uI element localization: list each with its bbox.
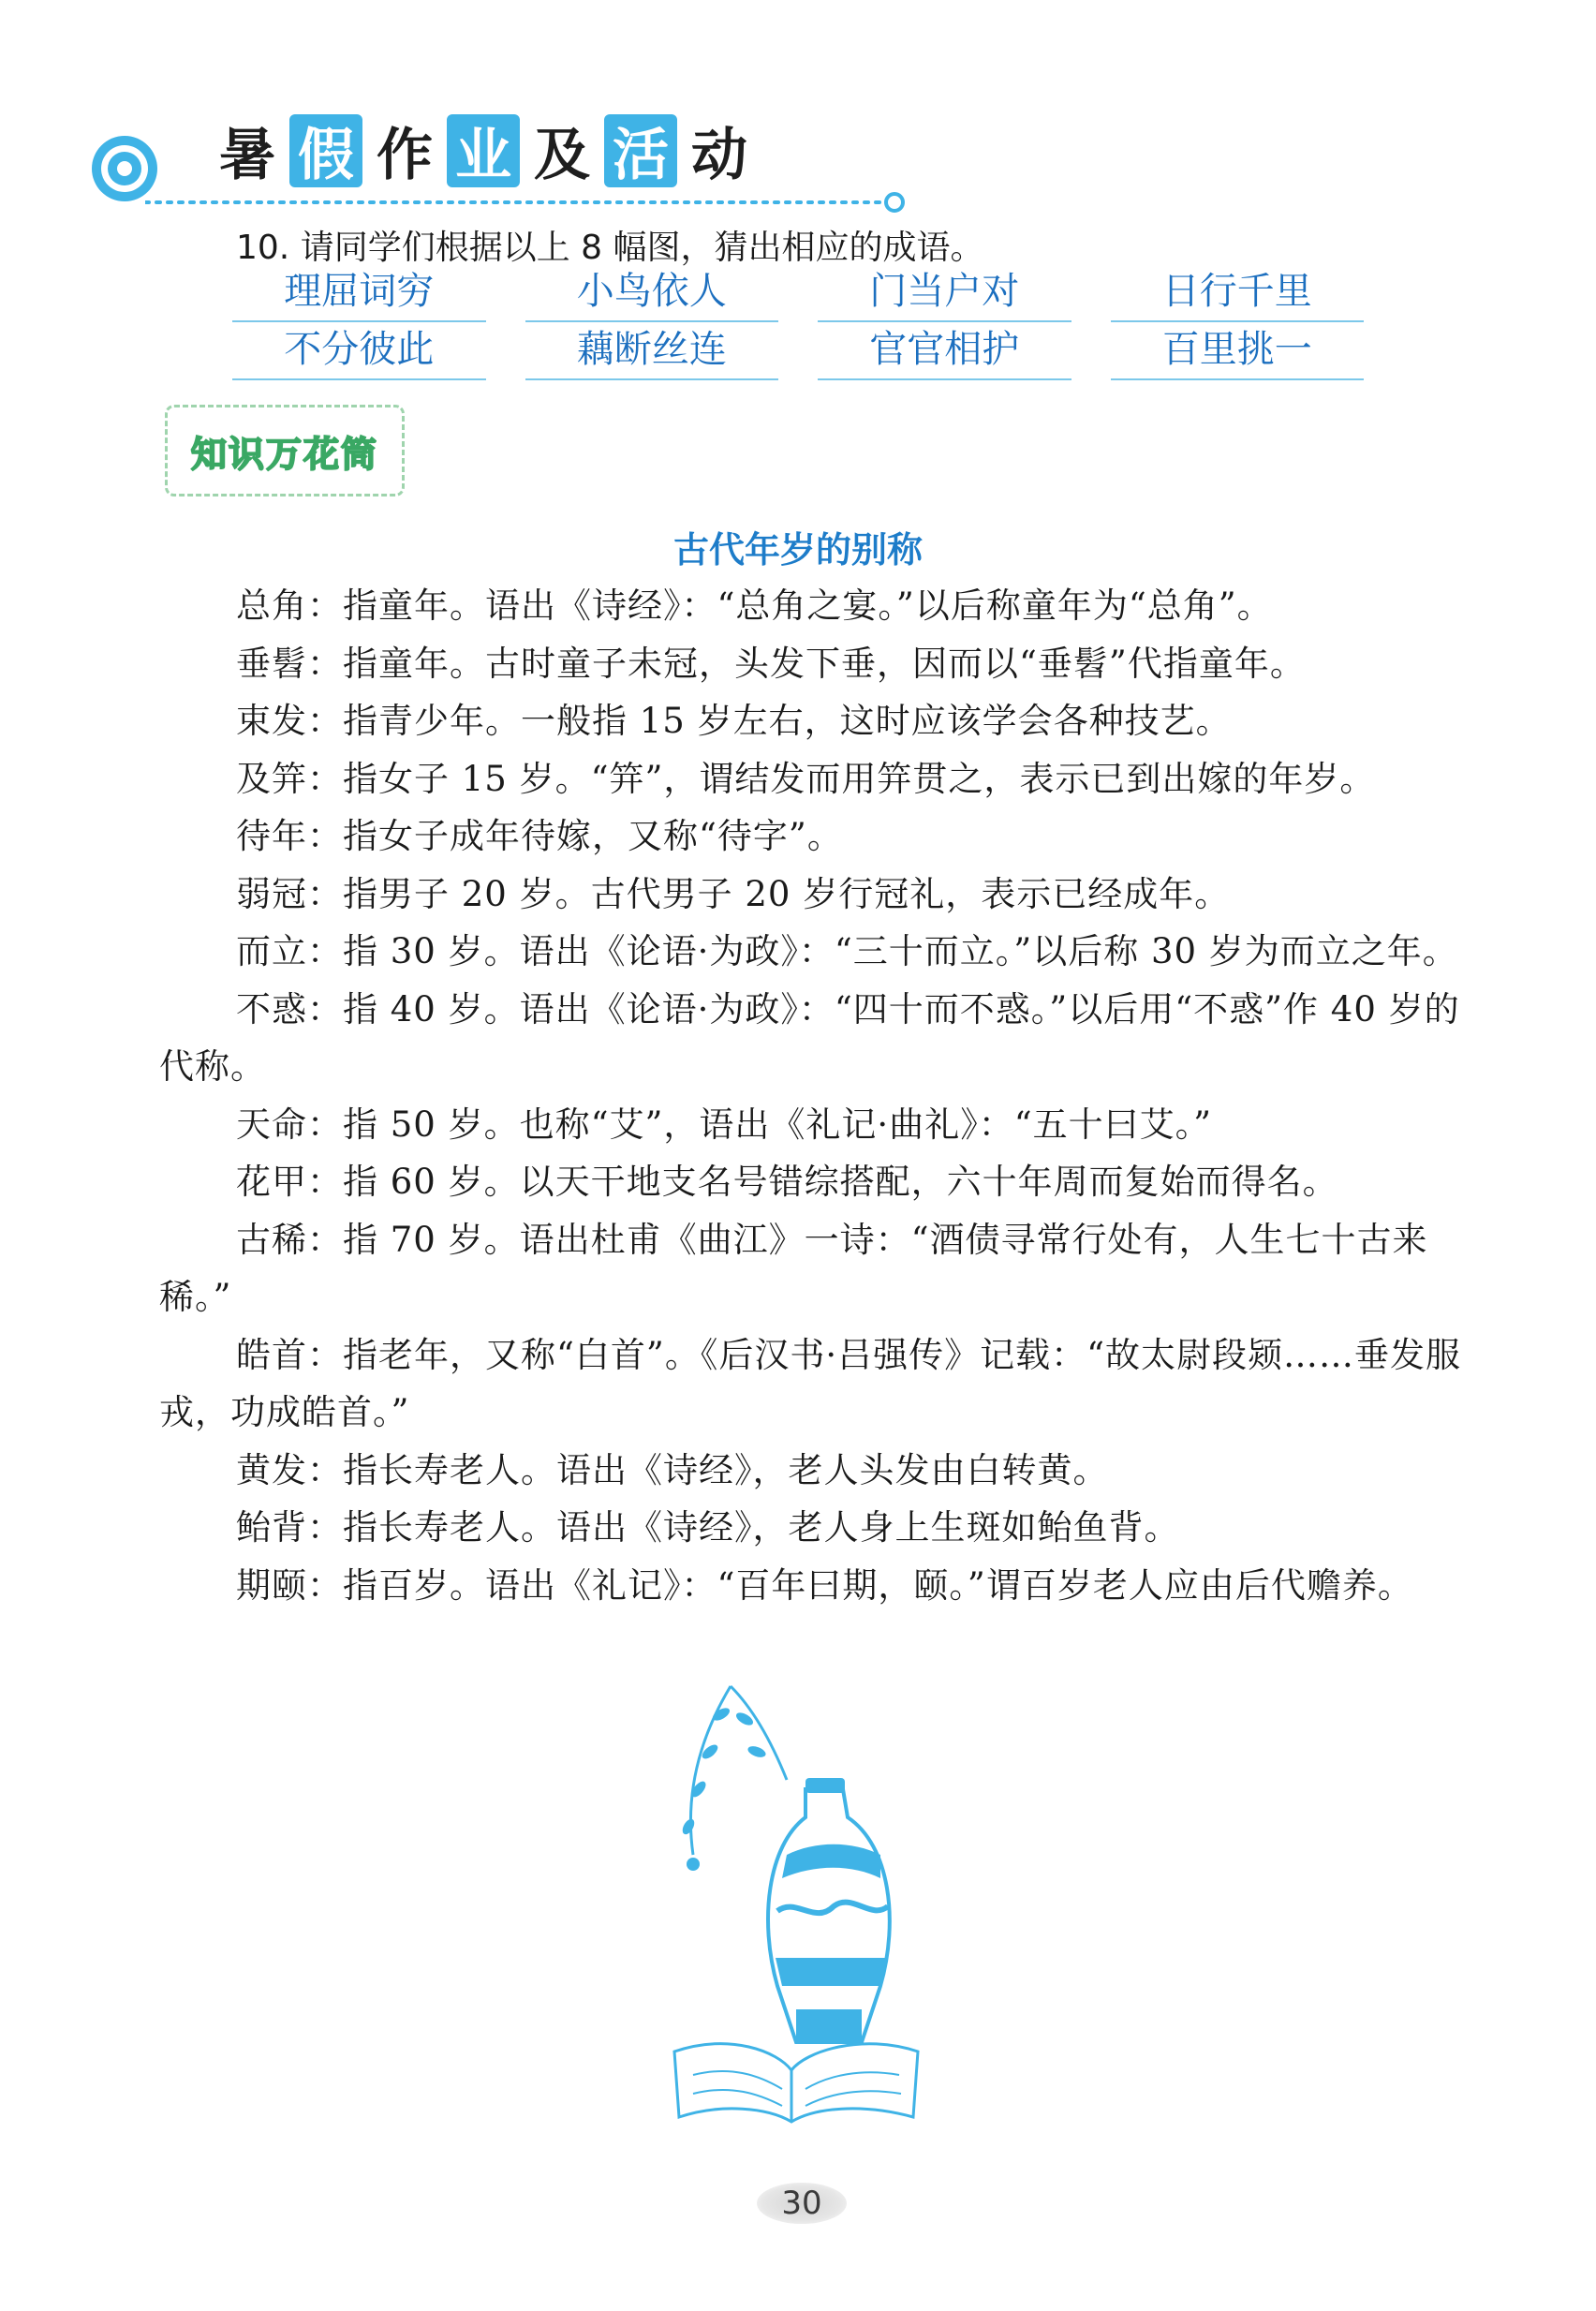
answer-grid <box>232 264 1403 380</box>
answer-idiom: 不分彼此 <box>232 322 486 380</box>
term-entry: 束发：指青少年。一般指 15 岁左右，这时应该学会各种技艺。 <box>236 701 1232 741</box>
answer-row <box>232 322 1403 380</box>
page-number: 30 <box>757 2183 847 2224</box>
answer-idiom: 官官相护 <box>818 322 1071 380</box>
header-title <box>211 114 756 187</box>
term-entry: 期颐：指百岁。语出《礼记》：“百年曰期，颐。”谓百岁老人应由后代赡养。 <box>236 1564 1413 1606</box>
answer-idiom: 门当户对 <box>818 264 1071 322</box>
term-entry: 天命：指 50 岁。也称“艾”，语出《礼记·曲礼》：“五十曰艾。” <box>236 1104 1213 1145</box>
term-entry: 垂髫：指童年。古时童子未冠，头发下垂，因而以“垂髫”代指童年。 <box>236 643 1306 684</box>
term-entry: 鲐背：指长寿老人。语出《诗经》，老人身上生斑如鲐鱼背。 <box>236 1507 1180 1548</box>
term-entry: 及笄：指女子 15 岁。“笄”，谓结发而用笄贯之，表示已到出嫁的年岁。 <box>236 758 1376 799</box>
title-char-highlight: 业 <box>447 114 520 187</box>
question-10: 10. 请同学们根据以上 8 幅图，猜出相应的成语。 <box>236 229 984 267</box>
title-char-highlight: 假 <box>289 114 362 187</box>
section-badge-label: 知识万花筒 <box>190 433 378 475</box>
term-entry: 黄发：指长寿老人。语出《诗经》，老人头发由白转黄。 <box>236 1449 1109 1490</box>
term-entry: 不惑：指 40 岁。语出《论语·为政》：“四十而不惑。”以后用“不惑”作 40 岁的代称。 <box>159 988 1460 1087</box>
answer-idiom: 藕断丝连 <box>525 322 779 380</box>
title-char: 及 <box>534 123 590 188</box>
term-entry: 弱冠：指男子 20 岁。古代男子 20 岁行冠礼，表示已经成年。 <box>236 873 1231 914</box>
answer-idiom: 日行千里 <box>1111 264 1365 322</box>
answer-idiom: 百里挑一 <box>1111 322 1365 380</box>
title-char: 作 <box>377 123 433 188</box>
term-entry: 皓首：指老年，又称“白首”。《后汉书·吕强传》记载：“故太尉段颎……垂发服戎，功成皓首。” <box>159 1334 1462 1432</box>
section-title: 古代年岁的别称 <box>672 528 923 570</box>
term-entry: 而立：指 30 岁。语出《论语·为政》：“三十而立。”以后称 30 岁为而立之年。 <box>236 931 1458 971</box>
term-entry: 古稀：指 70 岁。语出杜甫《曲江》一诗：“酒债寻常行处有，人生七十古来稀。” <box>159 1219 1428 1317</box>
title-char-highlight: 活 <box>604 114 677 187</box>
term-entry: 待年：指女子成年待嫁，又称“待字”。 <box>236 816 843 856</box>
answer-idiom: 理屈词穷 <box>232 264 486 322</box>
title-char: 动 <box>691 123 747 188</box>
term-entry: 花甲：指 60 岁。以天干地支名号错综搭配，六十年周而复始而得名。 <box>236 1162 1338 1202</box>
title-char: 暑 <box>219 123 275 188</box>
dotted-divider <box>145 184 913 221</box>
answer-row <box>232 264 1403 322</box>
term-list <box>159 577 1470 1614</box>
term-entry: 总角：指童年。语出《诗经》：“总角之宴。”以后称童年为“总角”。 <box>236 585 1273 626</box>
section-badge <box>165 405 405 496</box>
vase-illustration <box>656 1677 927 2126</box>
answer-idiom: 小鸟依人 <box>525 264 779 322</box>
page-header <box>89 105 857 208</box>
